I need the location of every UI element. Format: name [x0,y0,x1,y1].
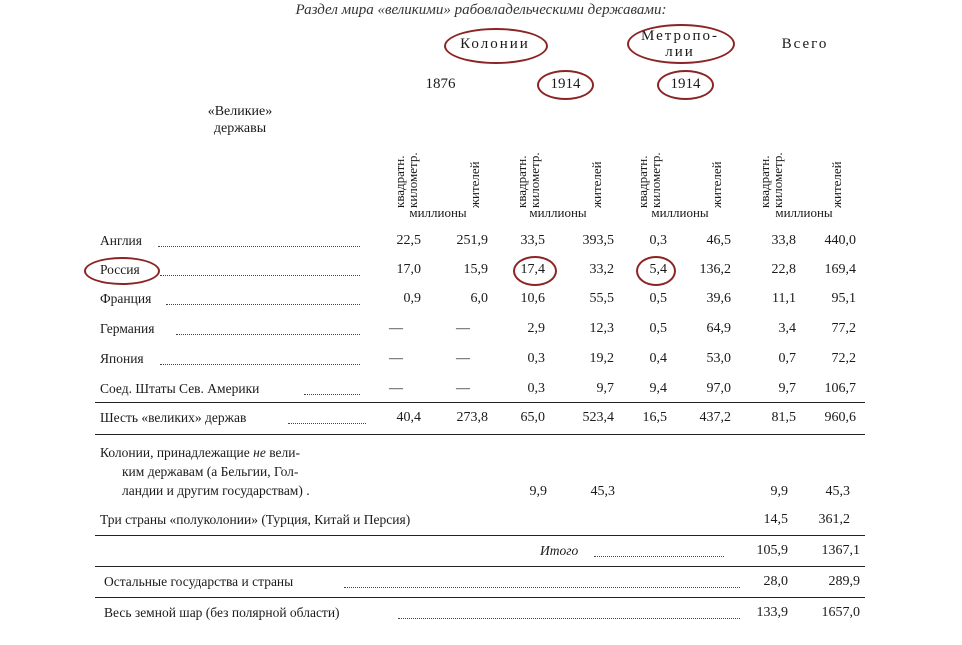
col-label-area-1876: квадратн. километр. [392,152,420,208]
semi-colonies-pop: 361,2 [818,512,850,527]
row-label: Япония [100,351,144,366]
table-cell: 17,0 [396,262,421,277]
other-colonies-line2: ким державам (а Бельгии, Гол- [122,464,299,479]
circle-mark-metropoles [627,24,735,64]
col-label-pop-1876: жителей [467,161,482,208]
powers-header-line1: «Великие» [207,104,273,119]
table-cell: 0,5 [649,291,667,306]
row-leader [160,275,360,276]
table-cell: 523,4 [582,410,614,425]
table-cell: 22,8 [771,262,796,277]
other-colonies-ital: не [253,445,266,460]
row-label: Россия [100,262,140,277]
table-cell: 0,7 [778,351,796,366]
table-cell: 960,6 [824,410,856,425]
circle-mark-russia [84,257,160,285]
table-cell: 65,0 [520,410,545,425]
row-leader [304,394,360,395]
table-cell: 2,9 [527,321,545,336]
table-cell: 72,2 [831,351,856,366]
other-colonies-line1: Колонии, принадлежащие [100,445,250,460]
powers-header [200,103,280,137]
row-leader [288,423,366,424]
row-label: Соед. Штаты Сев. Америки [100,381,260,396]
table-cell: 17,4 [520,262,545,277]
group-metropoles-line1: Метропо- [640,28,720,44]
table-cell: 53,0 [706,351,731,366]
table-cell: 11,1 [772,291,796,306]
other-colonies-line1-end: вели- [269,445,300,460]
powers-header-line2: державы [213,121,267,136]
rest-leader [344,587,740,588]
table-cell: 0,3 [527,351,545,366]
other-colonies-label: Колонии, принадлежащие не вели- ким державам (а Бельгии, Гол- ландии и другим государствам) . [100,445,310,498]
table-cell: 3,4 [778,321,796,336]
circle-mark-russia-metropole-area [636,256,676,286]
rule-above-rest [95,566,865,567]
unit-1914-met: миллионы [651,205,709,220]
table-cell: 6,0 [470,291,488,306]
semi-colonies-label: Три страны «полуколонии» (Турция, Китай и Персия) [100,512,411,527]
table-cell: 40,4 [396,410,421,425]
rest-area: 28,0 [763,574,788,589]
table-cell: 19,2 [589,351,614,366]
table-cell: 33,8 [771,233,796,248]
table-cell: 9,7 [778,381,796,396]
itogo-leader [594,556,724,557]
table-cell: 97,0 [706,381,731,396]
rest-label: Остальные государства и страны [104,574,294,589]
table-cell: 169,4 [824,262,856,277]
year-1876: 1876 [425,76,456,92]
table-cell: 0,9 [403,291,421,306]
table-cell: — [389,351,403,366]
group-total: Всего [781,36,829,52]
table-cell: — [456,321,470,336]
other-colonies-pop-1914: 45,3 [590,484,615,499]
rule-above-six-powers [95,402,865,403]
table-title: Раздел мира «великими» рабовладельческими державами: [295,2,667,18]
table-cell: 440,0 [824,233,856,248]
row-label: Шесть «великих» держав [100,410,247,425]
group-colonies: Колонии [460,36,530,52]
col-label-pop-1914-met: жителей [709,161,724,208]
table-cell: 0,4 [649,351,667,366]
row-label: Франция [100,291,152,306]
table-cell: 9,4 [649,381,667,396]
other-colonies-area-1914: 9,9 [529,484,547,499]
table-cell: 9,7 [596,381,614,396]
table-cell: 0,3 [649,233,667,248]
col-label-pop-total: жителей [829,161,844,208]
table-cell: 81,5 [771,410,796,425]
row-leader [166,304,360,305]
table-cell: 16,5 [642,410,667,425]
world-label: Весь земной шар (без полярной области) [104,605,340,620]
table-cell: 437,2 [699,410,731,425]
row-label: Германия [100,321,155,336]
table-cell: 55,5 [589,291,614,306]
row-label: Англия [100,233,142,248]
table-cell: 0,3 [527,381,545,396]
table-cell: 64,9 [706,321,731,336]
itogo-label: Итого [540,543,579,558]
world-pop: 1657,0 [821,605,860,620]
table-cell: 5,4 [649,262,667,277]
table-cell: — [456,381,470,396]
rule-below-six-powers [95,434,865,435]
itogo-pop: 1367,1 [821,543,860,558]
table-cell: 251,9 [456,233,488,248]
circle-mark-colonies [444,28,548,64]
table-cell: — [389,321,403,336]
table-cell: 106,7 [824,381,856,396]
semi-colonies-area: 14,5 [763,512,788,527]
rule-above-itogo [95,535,865,536]
table-cell: 0,5 [649,321,667,336]
unit-1876: миллионы [409,205,467,220]
year-1914-colonies: 1914 [550,76,581,92]
rest-pop: 289,9 [828,574,860,589]
table-cell: 33,2 [589,262,614,277]
world-leader [398,618,740,619]
other-colonies-line3: ландии и другим государствам) [122,483,303,498]
col-label-pop-1914-col: жителей [589,161,604,208]
table-cell: 136,2 [699,262,731,277]
row-leader [176,334,360,335]
table-cell: 22,5 [396,233,421,248]
other-colonies-area-total: 9,9 [770,484,788,499]
rule-above-world [95,597,865,598]
table-cell: 15,9 [463,262,488,277]
row-leader [158,246,360,247]
year-1914-metropoles: 1914 [670,76,701,92]
circle-mark-russia-colonies-area [513,256,557,286]
col-label-area-1914-met: квадратн. километр. [635,152,663,208]
unit-1914-col: миллионы [529,205,587,220]
itogo-area: 105,9 [756,543,788,558]
table-cell: 95,1 [831,291,856,306]
table-cell: 10,6 [520,291,545,306]
table-cell: 273,8 [456,410,488,425]
table-cell: — [456,351,470,366]
table-cell: 39,6 [706,291,731,306]
col-label-area-1914-col: квадратн. километр. [514,152,542,208]
group-metropoles-line2: лии [665,44,695,60]
row-leader [160,364,360,365]
table-cell: 77,2 [831,321,856,336]
table-cell: 33,5 [520,233,545,248]
table-cell: 12,3 [589,321,614,336]
circle-mark-1914-colonies [537,70,594,100]
world-area: 133,9 [756,605,788,620]
circle-mark-1914-metropoles [657,70,714,100]
unit-total: миллионы [775,205,833,220]
other-colonies-pop-total: 45,3 [825,484,850,499]
table-cell: — [389,381,403,396]
table-cell: 46,5 [706,233,731,248]
table-cell: 393,5 [582,233,614,248]
col-label-area-total: квадратн. километр. [757,152,785,208]
